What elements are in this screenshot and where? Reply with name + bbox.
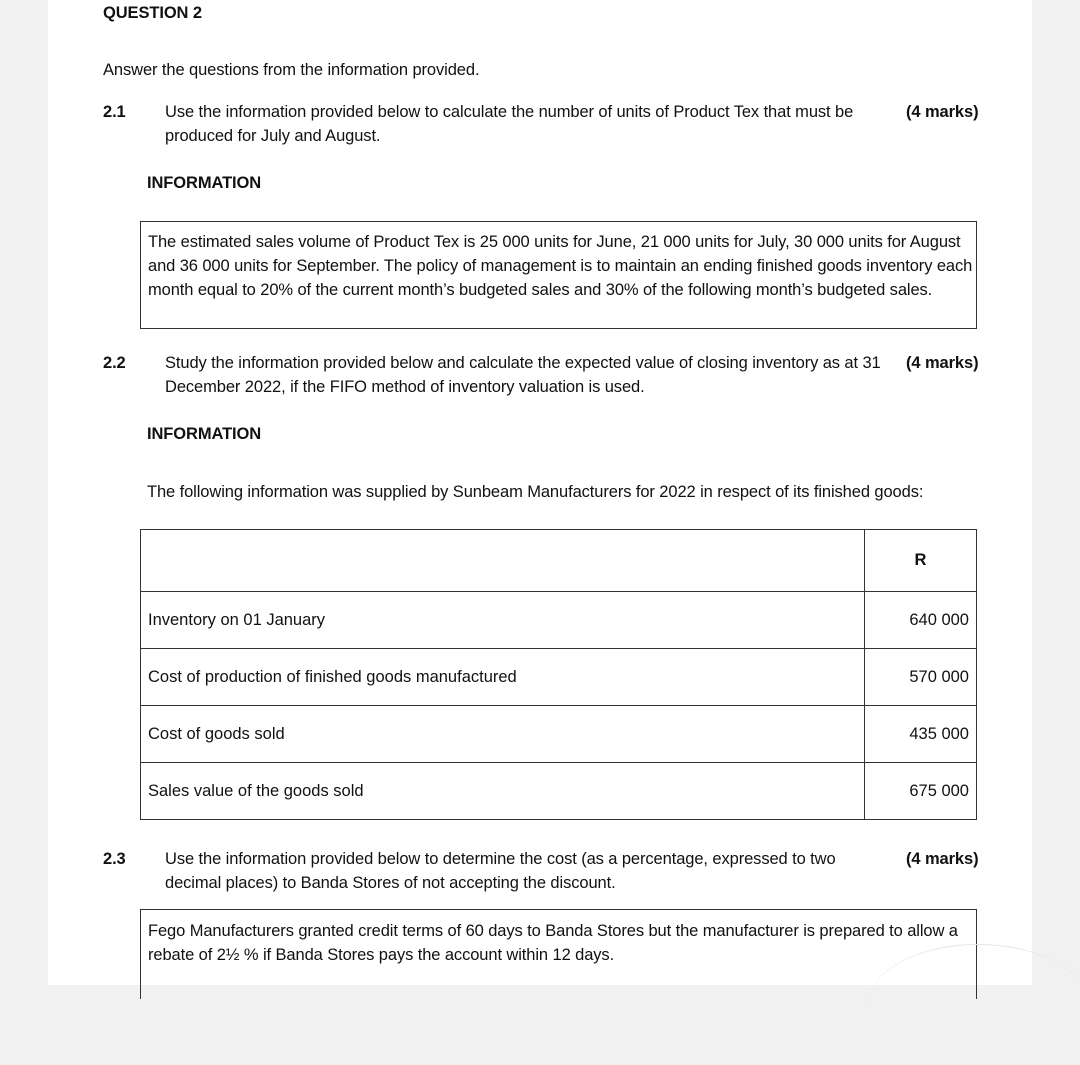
row-amount: 640 000 — [865, 592, 977, 649]
currency-header: R — [865, 530, 977, 592]
q21-info-heading: INFORMATION — [147, 174, 262, 192]
q22-info-heading: INFORMATION — [147, 425, 262, 443]
row-label: Inventory on 01 January — [141, 592, 865, 649]
table-row — [141, 706, 977, 763]
q21-box-line2: and 36 000 units for September. The policy of management is to maintain an ending finished goods inventory each — [148, 257, 973, 275]
q23-question-line2: decimal places) to Banda Stores of not accepting the discount. — [165, 874, 616, 892]
q21-marks: (4 marks) — [906, 103, 979, 121]
q23-box-line2: rebate of 2½ % if Banda Stores pays the account within 12 days. — [148, 946, 615, 964]
q22-question-line2: December 2022, if the FIFO method of inventory valuation is used. — [165, 378, 645, 396]
document-page — [48, 0, 1032, 985]
table-header-row — [141, 530, 977, 592]
q21-question-line2: produced for July and August. — [165, 127, 381, 145]
table-header-blank — [141, 530, 865, 592]
q22-question — [165, 351, 885, 399]
table-row — [141, 592, 977, 649]
table-row — [141, 763, 977, 820]
q22-marks: (4 marks) — [906, 354, 979, 372]
row-amount: 435 000 — [865, 706, 977, 763]
finished-goods-table — [140, 529, 977, 820]
question-title: QUESTION 2 — [103, 4, 202, 22]
q23-number: 2.3 — [103, 850, 126, 868]
q23-info-box — [140, 909, 977, 999]
page-fold-shadow — [868, 944, 1080, 1065]
row-label: Cost of goods sold — [141, 706, 865, 763]
row-amount: 570 000 — [865, 649, 977, 706]
q22-supplied-text: The following information was supplied by Sunbeam Manufacturers for 2022 in respect of its finished goods: — [147, 483, 924, 501]
q21-question-line1: Use the information provided below to calculate the number of units of Product Tex that must be — [165, 103, 854, 121]
row-amount: 675 000 — [865, 763, 977, 820]
q23-question-line1: Use the information provided below to determine the cost (as a percentage, expressed to two — [165, 850, 836, 868]
table-row — [141, 649, 977, 706]
q21-box-line1: The estimated sales volume of Product Tex is 25 000 units for June, 21 000 units for July, 30 000 units for August — [148, 233, 961, 251]
q21-info-box — [140, 221, 977, 329]
q22-number: 2.2 — [103, 354, 126, 372]
row-label: Cost of production of finished goods manufactured — [141, 649, 865, 706]
q21-number: 2.1 — [103, 103, 126, 121]
q23-box-line1: Fego Manufacturers granted credit terms of 60 days to Banda Stores but the manufacturer is prepared to allow a — [148, 922, 958, 940]
q21-box-line3: month equal to 20% of the current month’s budgeted sales and 30% of the following month’s budgeted sales. — [148, 281, 933, 299]
q23-question — [165, 847, 885, 895]
row-label: Sales value of the goods sold — [141, 763, 865, 820]
intro-text: Answer the questions from the information provided. — [103, 61, 480, 79]
q23-marks: (4 marks) — [906, 850, 979, 868]
q21-question — [165, 100, 885, 148]
q22-question-line1: Study the information provided below and calculate the expected value of closing inventory as at 31 — [165, 354, 881, 372]
